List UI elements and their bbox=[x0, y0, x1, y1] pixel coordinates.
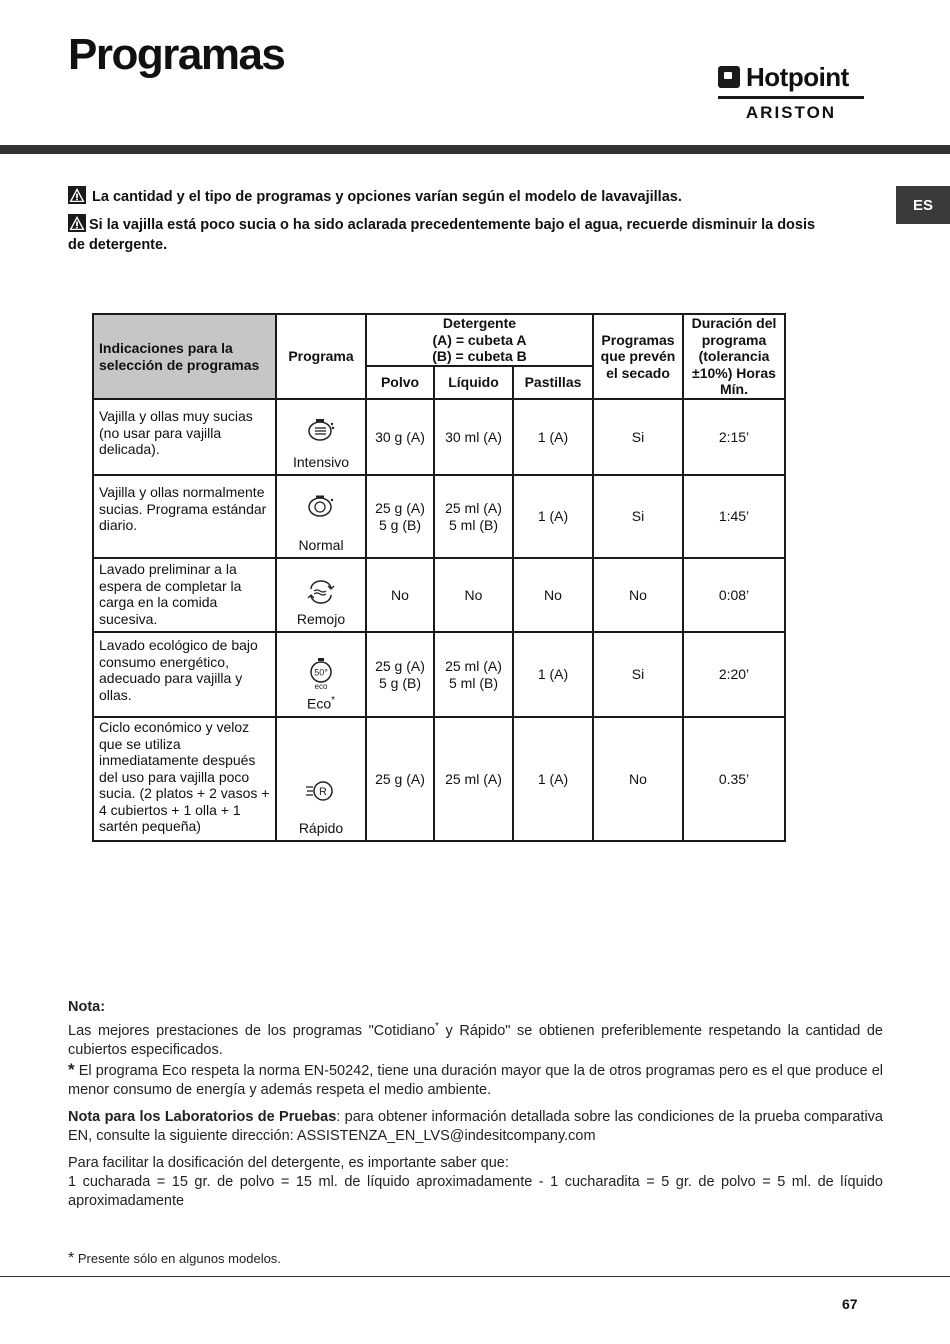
row-duration: 1:45’ bbox=[683, 475, 785, 558]
row-liquid: 25 ml (A) bbox=[434, 717, 513, 841]
nota-text-1b: y Rápido" se obtienen preferiblemente respetando la cantidad de cubiertos especificados. bbox=[68, 1022, 883, 1058]
brand-name: Hotpoint bbox=[746, 61, 849, 92]
warning-icon bbox=[68, 186, 86, 204]
row-tablets: 1 (A) bbox=[513, 475, 593, 558]
row-description: Vajilla y ollas normalmente sucias. Programa estándar diario. bbox=[93, 475, 276, 558]
table-row bbox=[93, 558, 785, 632]
warning-2 bbox=[68, 214, 828, 255]
language-tab: ES bbox=[896, 186, 950, 224]
program-name: Remojo bbox=[296, 610, 346, 627]
header-powder: Polvo bbox=[366, 366, 434, 399]
row-powder: 25 g (A) 5 g (B) bbox=[366, 475, 434, 558]
asterisk-mark: * bbox=[68, 1250, 75, 1267]
row-program bbox=[276, 717, 366, 841]
row-duration: 2:15’ bbox=[683, 399, 785, 475]
logo-divider bbox=[718, 96, 864, 99]
row-duration: 0.35’ bbox=[683, 717, 785, 841]
nota-text-1a: Las mejores prestaciones de los programas "Cotidiano bbox=[68, 1022, 436, 1039]
program-name: Intensivo bbox=[292, 453, 350, 470]
hotpoint-logo-icon bbox=[718, 66, 740, 88]
row-tablets: 1 (A) bbox=[513, 632, 593, 717]
row-tablets: 1 (A) bbox=[513, 399, 593, 475]
brand-logo bbox=[718, 60, 864, 124]
program-name: Eco bbox=[306, 695, 332, 712]
row-drying: Si bbox=[593, 475, 683, 558]
row-description: Lavado ecológico de bajo consumo energético, adecuado para vajilla y ollas. bbox=[93, 632, 276, 717]
header-drying: Programas que prevén el secado bbox=[593, 314, 683, 399]
nota-text-2: El programa Eco respeta la norma EN-50242, tiene una duración mayor que la de otros programas pero es el que produce el menor consumo de energía y además respeta el medio ambiente. bbox=[68, 1062, 883, 1098]
programs-table bbox=[92, 313, 786, 842]
page-title: Programas bbox=[68, 30, 285, 79]
header-selection: Indicaciones para la selección de programas bbox=[93, 314, 276, 399]
warning-text: Si la vajilla está poco sucia o ha sido aclarada precedentemente bajo el agua, recuerde disminuir la dosis de detergente. bbox=[68, 217, 816, 253]
asterisk-mark: * bbox=[435, 1021, 439, 1032]
brand-sub: ARISTON bbox=[745, 103, 837, 122]
header-tablets: Pastillas bbox=[513, 366, 593, 399]
header-program: Programa bbox=[276, 314, 366, 399]
row-description: Vajilla y ollas muy sucias (no usar para vajilla delicada). bbox=[93, 399, 276, 475]
program-name: Rápido bbox=[298, 819, 344, 836]
row-drying: Si bbox=[593, 632, 683, 717]
svg-text:eco: eco bbox=[314, 681, 328, 691]
dose-text: 1 cucharada = 15 gr. de polvo = 15 ml. de líquido aproximadamente - 1 cucharadita = 5 gr. de polvo = 5 ml. de líquido aproximadamente bbox=[68, 1173, 883, 1209]
lab-label: Nota para los Laboratorios de Pruebas bbox=[68, 1108, 337, 1125]
normal-icon bbox=[306, 493, 336, 519]
soak-icon bbox=[306, 579, 336, 605]
row-description: Lavado preliminar a la espera de completar la carga en la comida sucesiva. bbox=[93, 558, 276, 632]
row-powder: 25 g (A) bbox=[366, 717, 434, 841]
table-row bbox=[93, 399, 785, 475]
footnote-text: Presente sólo en algunos modelos. bbox=[74, 1251, 281, 1266]
footer-divider bbox=[0, 1276, 950, 1277]
row-powder: 25 g (A) 5 g (B) bbox=[366, 632, 434, 717]
header-detergent: Detergente (A) = cubeta A (B) = cubeta B bbox=[366, 314, 593, 366]
header-divider bbox=[0, 145, 950, 154]
nota-label: Nota: bbox=[68, 999, 106, 1015]
intensive-icon bbox=[306, 416, 336, 442]
row-liquid: No bbox=[434, 558, 513, 632]
asterisk-mark: * bbox=[68, 1059, 75, 1079]
row-powder: 30 g (A) bbox=[366, 399, 434, 475]
row-program bbox=[276, 632, 366, 717]
row-powder: No bbox=[366, 558, 434, 632]
row-program bbox=[276, 558, 366, 632]
row-tablets: 1 (A) bbox=[513, 717, 593, 841]
warning-1 bbox=[68, 186, 828, 207]
eco-icon bbox=[306, 657, 336, 691]
row-drying: Si bbox=[593, 399, 683, 475]
dose-intro: Para facilitar la dosificación del detergente, es importante saber que: bbox=[68, 1154, 509, 1171]
svg-text:50°: 50° bbox=[314, 667, 328, 678]
footnote bbox=[68, 1250, 281, 1268]
row-drying: No bbox=[593, 717, 683, 841]
row-drying: No bbox=[593, 558, 683, 632]
row-duration: 0:08’ bbox=[683, 558, 785, 632]
notes-section bbox=[68, 998, 883, 1219]
lab-text: : para obtener información detallada sobre las condiciones de la prueba comparativa EN, consulte la siguiente dirección: ASSISTENZA_EN_LVS@indesitcompany.com bbox=[68, 1108, 883, 1144]
warning-text: La cantidad y el tipo de programas y opciones varían según el modelo de lavavajillas. bbox=[92, 189, 682, 205]
header-duration: Duración del programa (tolerancia ±10%) Horas Mín. bbox=[683, 314, 785, 399]
row-liquid: 30 ml (A) bbox=[434, 399, 513, 475]
svg-text:R: R bbox=[319, 785, 327, 798]
asterisk-mark: * bbox=[331, 694, 336, 706]
row-program bbox=[276, 475, 366, 558]
row-tablets: No bbox=[513, 558, 593, 632]
rapid-icon bbox=[305, 778, 337, 804]
warning-icon bbox=[68, 214, 86, 232]
table-row bbox=[93, 717, 785, 841]
row-program bbox=[276, 399, 366, 475]
page-number: 67 bbox=[842, 1296, 858, 1312]
row-liquid: 25 ml (A) 5 ml (B) bbox=[434, 475, 513, 558]
table-header-row bbox=[93, 314, 785, 366]
table-row bbox=[93, 632, 785, 717]
row-description: Ciclo económico y veloz que se utiliza inmediatamente después del uso para vajilla poco sucia. (2 platos + 2 vasos + 4 cubiertos + 1 olla + 1 sartén pequeña) bbox=[93, 717, 276, 841]
header-liquid: Líquido bbox=[434, 366, 513, 399]
program-name: Normal bbox=[298, 536, 344, 553]
row-liquid: 25 ml (A) 5 ml (B) bbox=[434, 632, 513, 717]
table-row bbox=[93, 475, 785, 558]
row-duration: 2:20’ bbox=[683, 632, 785, 717]
